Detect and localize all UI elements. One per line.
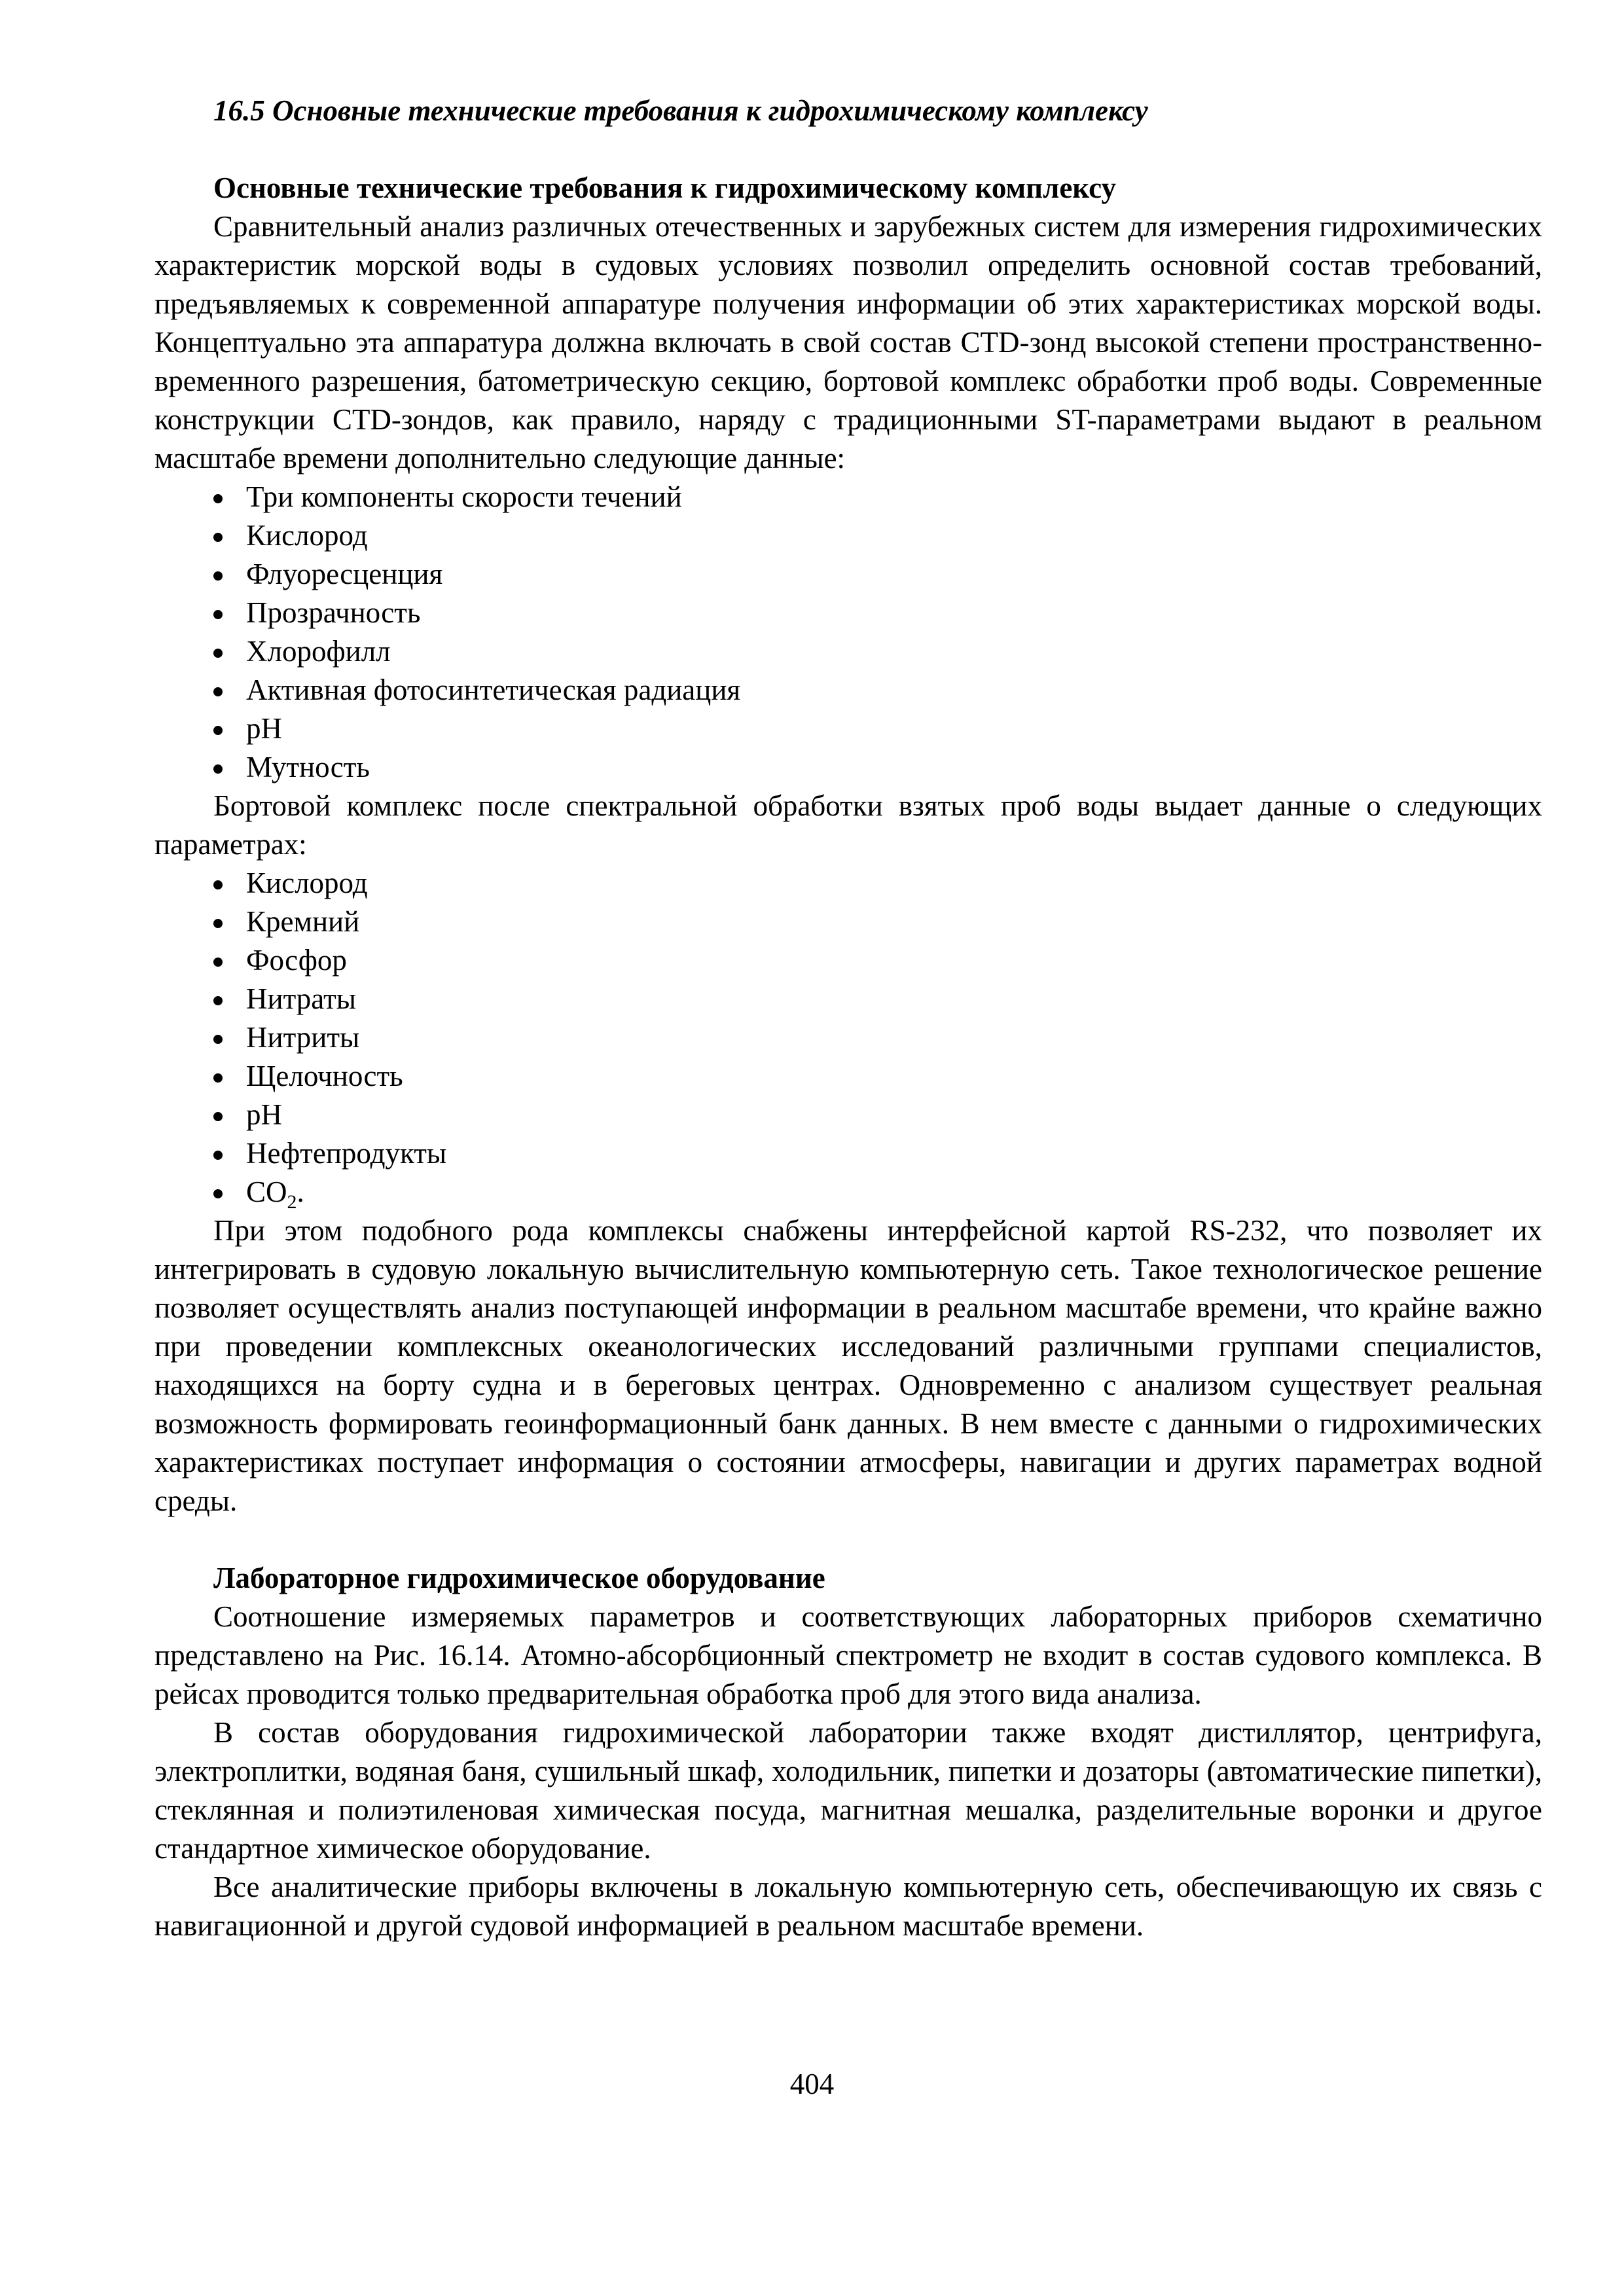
list-item-text: Кислород: [246, 867, 368, 899]
co2-subscript: 2: [287, 1191, 297, 1213]
list-item-co2: [211, 1173, 1542, 1211]
list-item-text: Нитриты: [246, 1021, 360, 1054]
list-item: [211, 632, 1542, 671]
list-item: [211, 709, 1542, 748]
list-item-text: Нитраты: [246, 982, 357, 1015]
list-item: [211, 478, 1542, 516]
list-item-text: Кремний: [246, 905, 360, 938]
list-item: [211, 1096, 1542, 1134]
intro-paragraph: Сравнительный анализ различных отечественных и зарубежных систем для измерения гидрохимических характеристик морской воды в судовых условиях позволил определить основной состав требований, предъявляемых к современной аппаратуре получения информации об этих характеристиках морской воды. Концептуально эта аппаратура должна включать в свой состав CTD-зонд высокой степени пространственно-временного разрешения, батометрическую секцию, бортовой комплекс обработки проб воды. Современные конструкции CTD-зондов, как правило, наряду с традиционными ST-параметрами выдают в реальном масштабе времени дополнительно следующие данные:: [154, 210, 1542, 475]
list-item-text: Фосфор: [246, 944, 347, 977]
list-item-text: Щелочность: [246, 1060, 403, 1092]
list-item: [211, 1134, 1542, 1173]
subheading-lab-equipment: Лабораторное гидрохимическое оборудование: [213, 1562, 825, 1594]
co2-text: CO: [246, 1175, 287, 1208]
list-item: [211, 516, 1542, 555]
lab-paragraph-1: Соотношение измеряемых параметров и соответствующих лабораторных приборов схематично представлено на Рис. 16.14. Атомно-абсорбционный спектрометр не входит в состав судового комплекса. В рейсах проводится только предварительная обработка проб для этого вида анализа.: [154, 1600, 1542, 1710]
spacer: [154, 130, 1542, 169]
board-parameters-list: [154, 864, 1542, 1211]
list-item-text: pH: [246, 712, 282, 745]
list-item-text: Кислород: [246, 519, 368, 552]
list-item: [211, 903, 1542, 941]
page-content: [154, 92, 1542, 1945]
list-item-text: Активная фотосинтетическая радиация: [246, 673, 741, 706]
list-item: [211, 748, 1542, 787]
list-item: [211, 671, 1542, 709]
section-title: 16.5 Основные технические требования к гидрохимическому комплексу: [213, 94, 1148, 127]
list-item-text: Три компоненты скорости течений: [246, 480, 682, 513]
list-item-text: pH: [246, 1098, 282, 1131]
lab-paragraph-2: В состав оборудования гидрохимической лаборатории также входят дистиллятор, центрифуга, электроплитки, водяная баня, сушильный шкаф, холодильник, пипетки и дозаторы (автоматические пипетки), стеклянная и полиэтиленовая химическая посуда, магнитная мешалка, разделительные воронки и другое стандартное химическое оборудование.: [154, 1716, 1542, 1865]
list-item: [211, 980, 1542, 1018]
list-item: [211, 594, 1542, 632]
closing-paragraph: При этом подобного рода комплексы снабжены интерфейсной картой RS-232, что позволяет их интегрировать в судовую локальную вычислительную компьютерную сеть. Такое технологическое решение позволяет осуществлять анализ поступающей информации в реальном масштабе времени, что крайне важно при проведении комплексных океанологических исследований различными группами специалистов, находящихся на борту судна и в береговых центрах. Одновременно с анализом существует реальная возможность формировать геоинформационный банк данных. В нем вместе с данными о гидрохимических характеристиках поступает информация о состоянии атмосферы, навигации и других параметрах водной среды.: [154, 1214, 1542, 1517]
list-item: [211, 1018, 1542, 1057]
list-item: [211, 941, 1542, 980]
page-number: 404: [789, 2068, 835, 2100]
list-item-text: Прозрачность: [246, 596, 421, 629]
co2-period: .: [297, 1175, 304, 1208]
subheading-requirements: Основные технические требования к гидрохимическому комплексу: [213, 171, 1116, 204]
list-item-text: Мутность: [246, 751, 370, 783]
lab-paragraph-3: Все аналитические приборы включены в локальную компьютерную сеть, обеспечивающую их связь с навигационной и другой судовой информацией в реальном масштабе времени.: [154, 1871, 1542, 1942]
board-complex-paragraph: Бортовой комплекс после спектральной обработки взятых проб воды выдает данные о следующих параметрах:: [154, 789, 1542, 861]
list-item: [211, 555, 1542, 594]
list-item-text: Флуоресценция: [246, 558, 443, 590]
list-item: [211, 1057, 1542, 1096]
list-item-text: Нефтепродукты: [246, 1137, 447, 1170]
list-item: [211, 864, 1542, 903]
list-item-text: Хлорофилл: [246, 635, 391, 668]
spacer: [154, 1520, 1542, 1559]
ctd-parameters-list: [154, 478, 1542, 787]
